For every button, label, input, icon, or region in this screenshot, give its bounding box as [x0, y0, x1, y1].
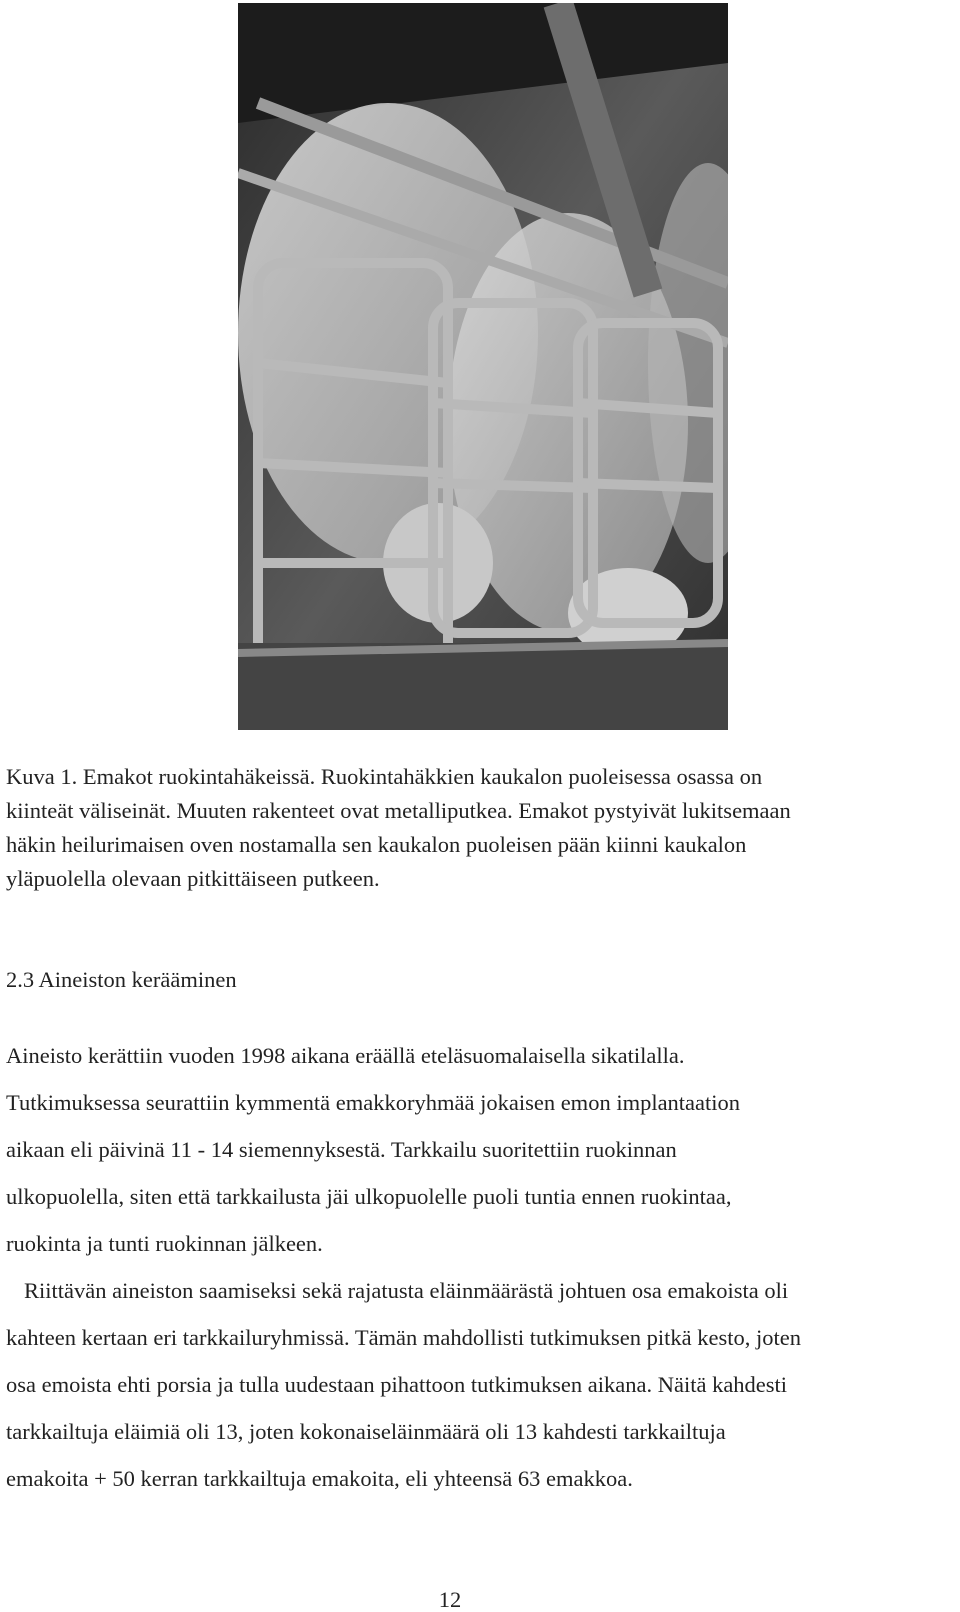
paragraph-line: aikaan eli päivinä 11 - 14 siemennyksestä. Tarkkailu suoritettiin ruokinnan — [6, 1137, 677, 1162]
caption-line: yläpuolella olevaan pitkittäiseen putkeen. — [6, 866, 380, 891]
body-text — [6, 1032, 951, 1502]
photo-sow-feeding-stalls-icon — [238, 3, 728, 730]
figure-caption — [6, 760, 946, 896]
paragraph-line: kahteen kertaan eri tarkkailuryhmissä. Tämän mahdollisti tutkimuksen pitkä kesto, joten — [6, 1325, 802, 1350]
paragraph-line: ulkopuolella, siten että tarkkailusta jäi ulkopuolelle puoli tuntia ennen ruokintaa, — [6, 1184, 732, 1209]
paragraph — [6, 1267, 951, 1502]
figure-photo — [238, 3, 728, 730]
paragraph-line: Tutkimuksessa seurattiin kymmentä emakkoryhmää jokaisen emon implantaation — [6, 1090, 741, 1115]
paragraph — [6, 1032, 951, 1267]
paragraph-line: tarkkailtuja eläimiä oli 13, joten kokonaiseläinmäärä oli 13 kahdesti tarkkailtuja — [6, 1419, 726, 1444]
caption-line: häkin heilurimaisen oven nostamalla sen kaukalon puoleisen pään kiinni kaukalon — [6, 832, 747, 857]
paragraph-line: Aineisto kerättiin vuoden 1998 aikana eräällä eteläsuomalaisella sikatilalla. — [6, 1043, 685, 1068]
paragraph-line: osa emoista ehti porsia ja tulla uudestaan pihattoon tutkimuksen aikana. Näitä kahdesti — [6, 1372, 788, 1397]
page-number: 12 — [438, 1587, 462, 1612]
caption-line: kiinteät väliseinät. Muuten rakenteet ovat metalliputkea. Emakot pystyivät lukitsemaan — [6, 798, 791, 823]
paragraph-line: emakoita + 50 kerran tarkkailtuja emakoita, eli yhteensä 63 emakkoa. — [6, 1466, 633, 1491]
section-heading: 2.3 Aineiston kerääminen — [6, 967, 237, 992]
paragraph-line: Riittävän aineiston saamiseksi sekä rajatusta eläinmäärästä johtuen osa emakoista oli — [24, 1278, 789, 1303]
caption-line: Kuva 1. Emakot ruokintahäkeissä. Ruokintahäkkien kaukalon puoleisessa osassa on — [6, 764, 763, 789]
paragraph-line: ruokinta ja tunti ruokinnan jälkeen. — [6, 1231, 323, 1256]
